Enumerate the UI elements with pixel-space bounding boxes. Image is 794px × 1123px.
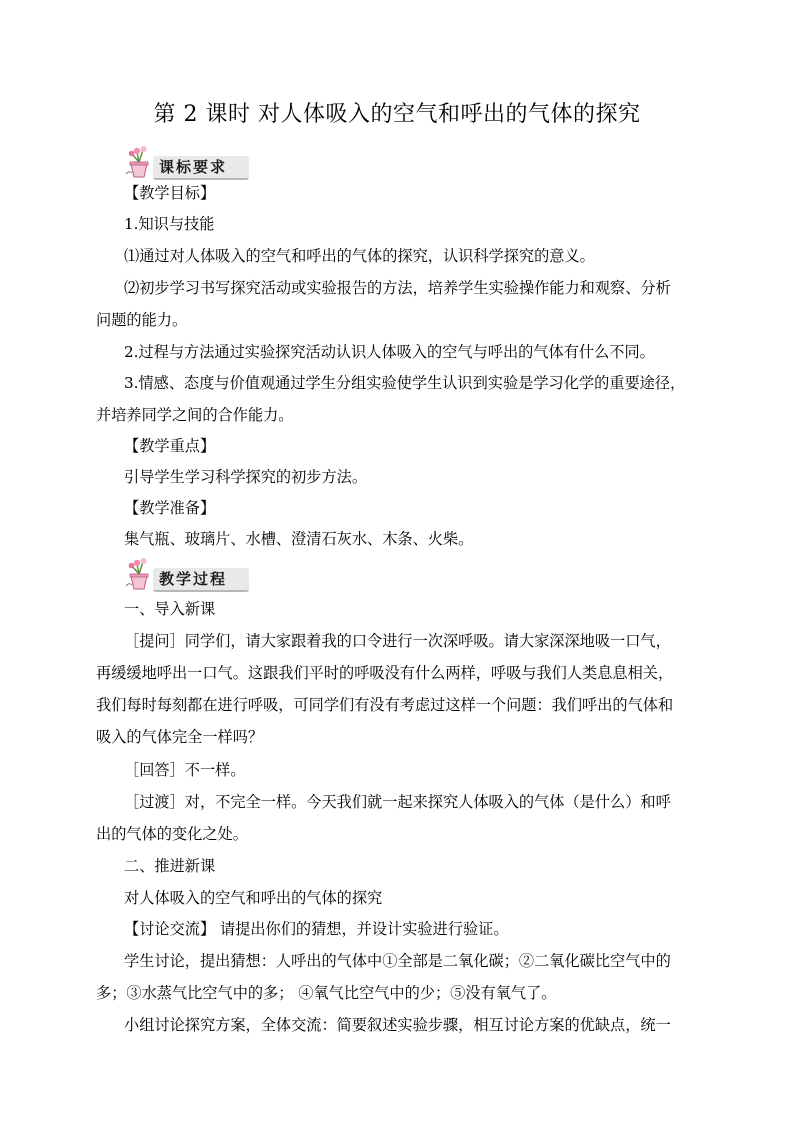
hypothesis-line1: 学生讨论，提出猜想：人呼出的气体中①全部是二氧化碳；②二氧化碳比空气中的 (124, 952, 671, 970)
goal-1: 1.知识与技能 (124, 215, 215, 233)
question-line1: ［提问］同学们，请大家跟着我的口令进行一次深呼吸。请大家深深地吸一口气， (124, 632, 671, 650)
focus-heading: 【教学重点】 (124, 437, 216, 455)
transition-line1: ［过渡］对，不完全一样。今天我们就一起来探究人体吸入的气体（是什么）和呼 (124, 793, 671, 811)
goal-1-2-line2: 问题的能力。 (96, 311, 188, 329)
question-line2: 再缓缓地呼出一口气。这跟我们平时的呼吸没有什么两样，呼吸与我们人类息息相关， (96, 664, 674, 682)
prep-heading: 【教学准备】 (124, 499, 216, 517)
goals-heading: 【教学目标】 (124, 184, 216, 202)
badge-plate (153, 156, 249, 180)
badge-label-process: 教学过程 (159, 570, 228, 588)
transition-line2: 出的气体的变化之处。 (96, 825, 248, 843)
plan-line1: 小组讨论探究方案，全体交流：简要叙述实验步骤，相互讨论方案的优缺点，统一 (124, 1016, 671, 1034)
question-line3: 我们每时每刻都在进行呼吸，可同学们有没有考虑过这样一个问题：我们呼出的气体和 (96, 696, 674, 714)
topic-line: 对人体吸入的空气和呼出的气体的探究 (124, 889, 383, 907)
badge-plate (153, 568, 249, 592)
question-line4: 吸入的气体完全一样吗？ (96, 728, 264, 746)
hypothesis-line2: 多；③水蒸气比空气中的多； ④氧气比空气中的少；⑤没有氧气了。 (96, 984, 557, 1002)
page-title: 第 2 课时 对人体吸入的空气和呼出的气体的探究 (153, 102, 641, 127)
flower-pot-icon (123, 144, 157, 180)
discussion-line: 【讨论交流】 请提出你们的猜想，并设计实验进行验证。 (124, 920, 509, 938)
goal-1-1: ⑴通过对人体吸入的空气和呼出的气体的探究，认识科学探究的意义。 (124, 247, 595, 265)
goal-3-line2: 并培养同学之间的合作能力。 (96, 406, 294, 424)
section-2-heading: 二、推进新课 (124, 857, 216, 875)
goal-2: 2.过程与方法通过实验探究活动认识人体吸入的空气与呼出的气体有什么不同。 (124, 343, 655, 361)
flower-pot-icon (123, 556, 157, 592)
goal-1-2-line1: ⑵初步学习书写探究活动或实验报告的方法，培养学生实验操作能力和观察、分析 (124, 279, 671, 297)
answer-line: ［回答］不一样。 (124, 761, 246, 779)
prep-text: 集气瓶、玻璃片、水槽、澄清石灰水、木条、火柴。 (124, 530, 474, 548)
goal-3-line1: 3.情感、态度与价值观通过学生分组实验使学生认识到实验是学习化学的重要途径， (124, 374, 686, 392)
section-1-heading: 一、导入新课 (124, 600, 216, 618)
focus-text: 引导学生学习科学探究的初步方法。 (124, 468, 367, 486)
badge-label-standards: 课标要求 (159, 158, 228, 176)
